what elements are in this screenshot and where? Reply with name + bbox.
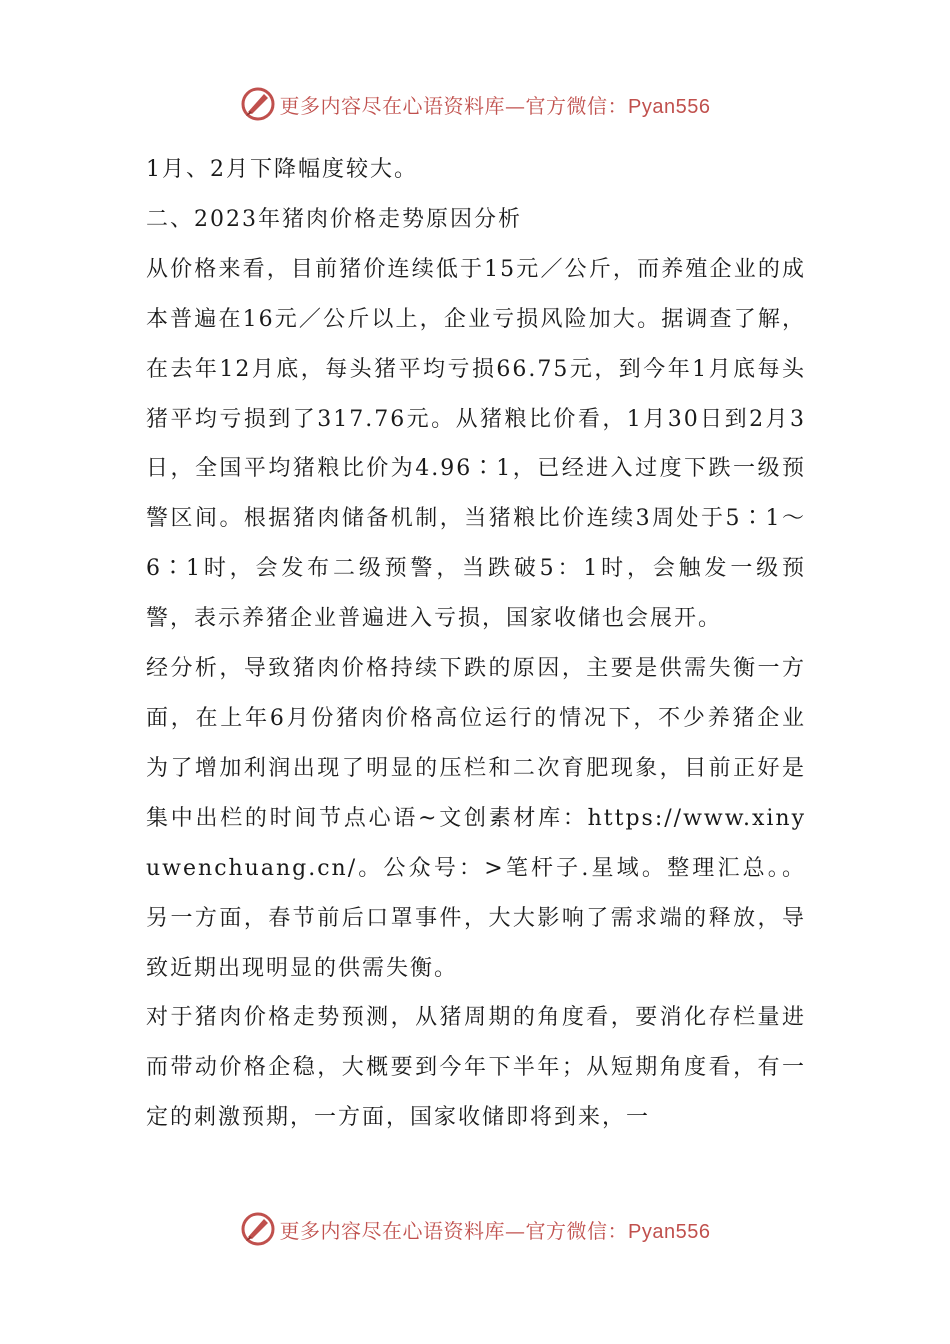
paragraph-2: 从价格来看，目前猪价连续低于15元／公斤，而养殖企业的成本普遍在16元／公斤以上，企业亏损风险加大。据调查了解，在去年12月底，每头猪平均亏损66.75元，到今年1月底每头猪平均亏损到了317.76元。从猪粮比价看，1月30日到2月3日，全国平均猪粮比价为4.96∶1，已经进入过度下跌一级预警区间。根据猪肉储备机制，当猪粮比价连续3周处于5∶1～6∶1时，会发布二级预警，当跌破5：1时，会触发一级预警，表示养猪企业普遍进入亏损，国家收储也会展开。 (146, 256, 806, 632)
banner-label: 更多内容尽在心语资料库—官方微信： (279, 1218, 629, 1243)
banner-wechat-id: Pyan556 (628, 1220, 711, 1243)
document-body (146, 145, 806, 1143)
banner-text (280, 90, 711, 119)
section-heading: 二、2023年猪肉价格走势原因分析 (146, 206, 522, 232)
banner-wechat-id: Pyan556 (628, 95, 711, 118)
quill-logo-icon (240, 86, 276, 122)
paragraph-3: 经分析，导致猪肉价格持续下跌的原因，主要是供需失衡一方面，在上年6月份猪肉价格高位运行的情况下，不少养猪企业为了增加利润出现了明显的压栏和二次育肥现象，目前正好是集中出栏的时间节点心语~文创素材库：https://www.xinyuwenchuang.cn/。公众号：>笔杆子.星域。整理汇总。。另一方面，春节前后口罩事件，大大影响了需求端的释放，导致近期出现明显的供需失衡。 (146, 656, 806, 981)
banner-label: 更多内容尽在心语资料库—官方微信： (279, 93, 629, 118)
footer-banner (0, 1207, 950, 1251)
paragraph-4: 对于猪肉价格走势预测，从猪周期的角度看，要消化存栏量进而带动价格企稳，大概要到今年下半年；从短期角度看，有一定的刺激预期，一方面，国家收储即将到来，一 (146, 1005, 806, 1131)
quill-logo-icon (240, 1211, 276, 1247)
banner-text (280, 1215, 711, 1244)
paragraph-1: 1月、2月下降幅度较大。 (146, 157, 418, 182)
header-banner (0, 82, 950, 126)
